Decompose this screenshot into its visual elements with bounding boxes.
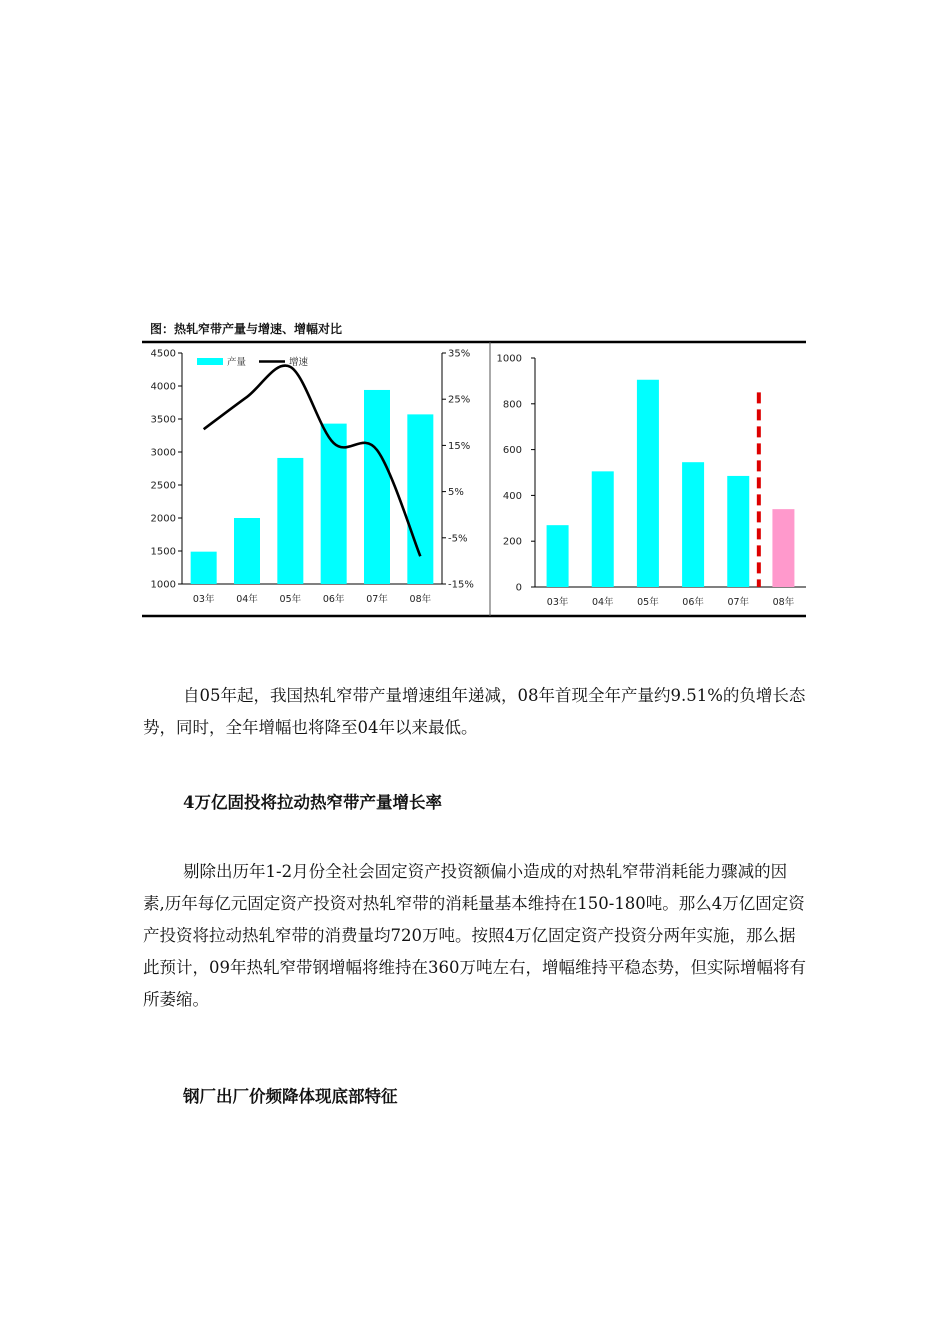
- left-x-tick-label: 07年: [366, 594, 388, 605]
- left-y-tick-label: 3500: [150, 414, 176, 426]
- right-x-tick-label: 03年: [546, 597, 569, 608]
- production-bar: [277, 458, 303, 584]
- paragraph-1: [143, 680, 808, 744]
- right-y-tick-label: 25%: [448, 394, 471, 406]
- right-chart-y-tick-label: 600: [502, 445, 522, 457]
- right-chart-y-tick-label: 800: [502, 399, 522, 411]
- figure-svg: [142, 316, 806, 620]
- right-chart-y-tick-label: 0: [515, 582, 522, 594]
- increment-bar: [547, 525, 569, 587]
- right-x-tick-label: 07年: [727, 597, 750, 608]
- increment-bar: [592, 471, 614, 587]
- legend-growth-label: 增速: [289, 357, 309, 368]
- production-bar: [407, 414, 433, 584]
- increment-bar: [727, 476, 749, 587]
- figure-title: 图：热轧窄带产量与增速、增幅对比: [150, 322, 343, 336]
- right-x-tick-label: 05年: [637, 597, 659, 608]
- right-y-tick-label: 15%: [448, 440, 471, 452]
- left-y-tick-label: 4000: [150, 381, 176, 393]
- paragraph-1-text: 自05年起，我国热轧窄带产量增速组年递减，08年首现全年产量约9.51%的负增长态势，同时，全年增幅也将降至04年以来最低。: [143, 686, 806, 737]
- left-y-tick-label: 3000: [150, 447, 176, 459]
- increment-bar: [682, 462, 704, 587]
- right-x-tick-label: 04年: [591, 597, 614, 608]
- left-x-tick-label: 06年: [322, 594, 345, 605]
- right-chart-y-tick-label: 1000: [496, 353, 522, 365]
- heading-1: 4万亿固投将拉动热窄带产量增长率: [183, 793, 442, 812]
- left-x-tick-label: 05年: [279, 594, 302, 605]
- left-y-tick-label: 2000: [150, 513, 176, 525]
- right-x-tick-label: 08年: [772, 597, 795, 608]
- production-bar: [191, 552, 217, 584]
- right-chart-y-tick-label: 200: [502, 536, 522, 548]
- right-x-tick-label: 06年: [682, 597, 704, 608]
- right-y-tick-label: -15%: [448, 579, 474, 591]
- left-y-tick-label: 1000: [150, 579, 176, 591]
- right-y-tick-label: 35%: [448, 348, 471, 360]
- production-bar: [234, 518, 260, 584]
- left-y-tick-label: 2500: [150, 480, 176, 492]
- increment-bar: [772, 509, 794, 587]
- paragraph-2-text: 剔除出历年1-2月份全社会固定资产投资额偏小造成的对热轧窄带消耗能力骤减的因素,历年每亿元固定资产投资对热轧窄带的消耗量基本维持在150-180吨。那么4万亿固定资产投资将拉动热轧窄带的消费量均720万吨。按照4万亿固定资产投资分两年实施，那么据此预计，09年热轧窄带钢增幅将维持在360万吨左右，增幅维持平稳态势，但实际增幅将有所萎缩。: [143, 862, 806, 1009]
- left-chart: [151, 349, 474, 606]
- right-chart-y-tick-label: 400: [502, 490, 522, 502]
- left-x-tick-label: 03年: [192, 594, 215, 605]
- right-y-tick-label: -5%: [448, 533, 468, 545]
- left-y-tick-label: 4500: [150, 348, 176, 360]
- left-y-tick-label: 1500: [150, 546, 176, 558]
- paragraph-2: [143, 856, 808, 1016]
- left-x-tick-label: 08年: [409, 594, 432, 605]
- increment-bar: [637, 380, 659, 587]
- right-chart: [497, 354, 806, 609]
- heading-2: 钢厂出厂价频降体现底部特征: [183, 1087, 398, 1106]
- legend-production-label: 产量: [227, 357, 247, 368]
- figure-container: [142, 316, 806, 620]
- left-x-tick-label: 04年: [236, 594, 258, 605]
- legend-production-swatch: [197, 358, 223, 365]
- right-y-tick-label: 5%: [448, 487, 464, 499]
- production-bar: [364, 390, 390, 584]
